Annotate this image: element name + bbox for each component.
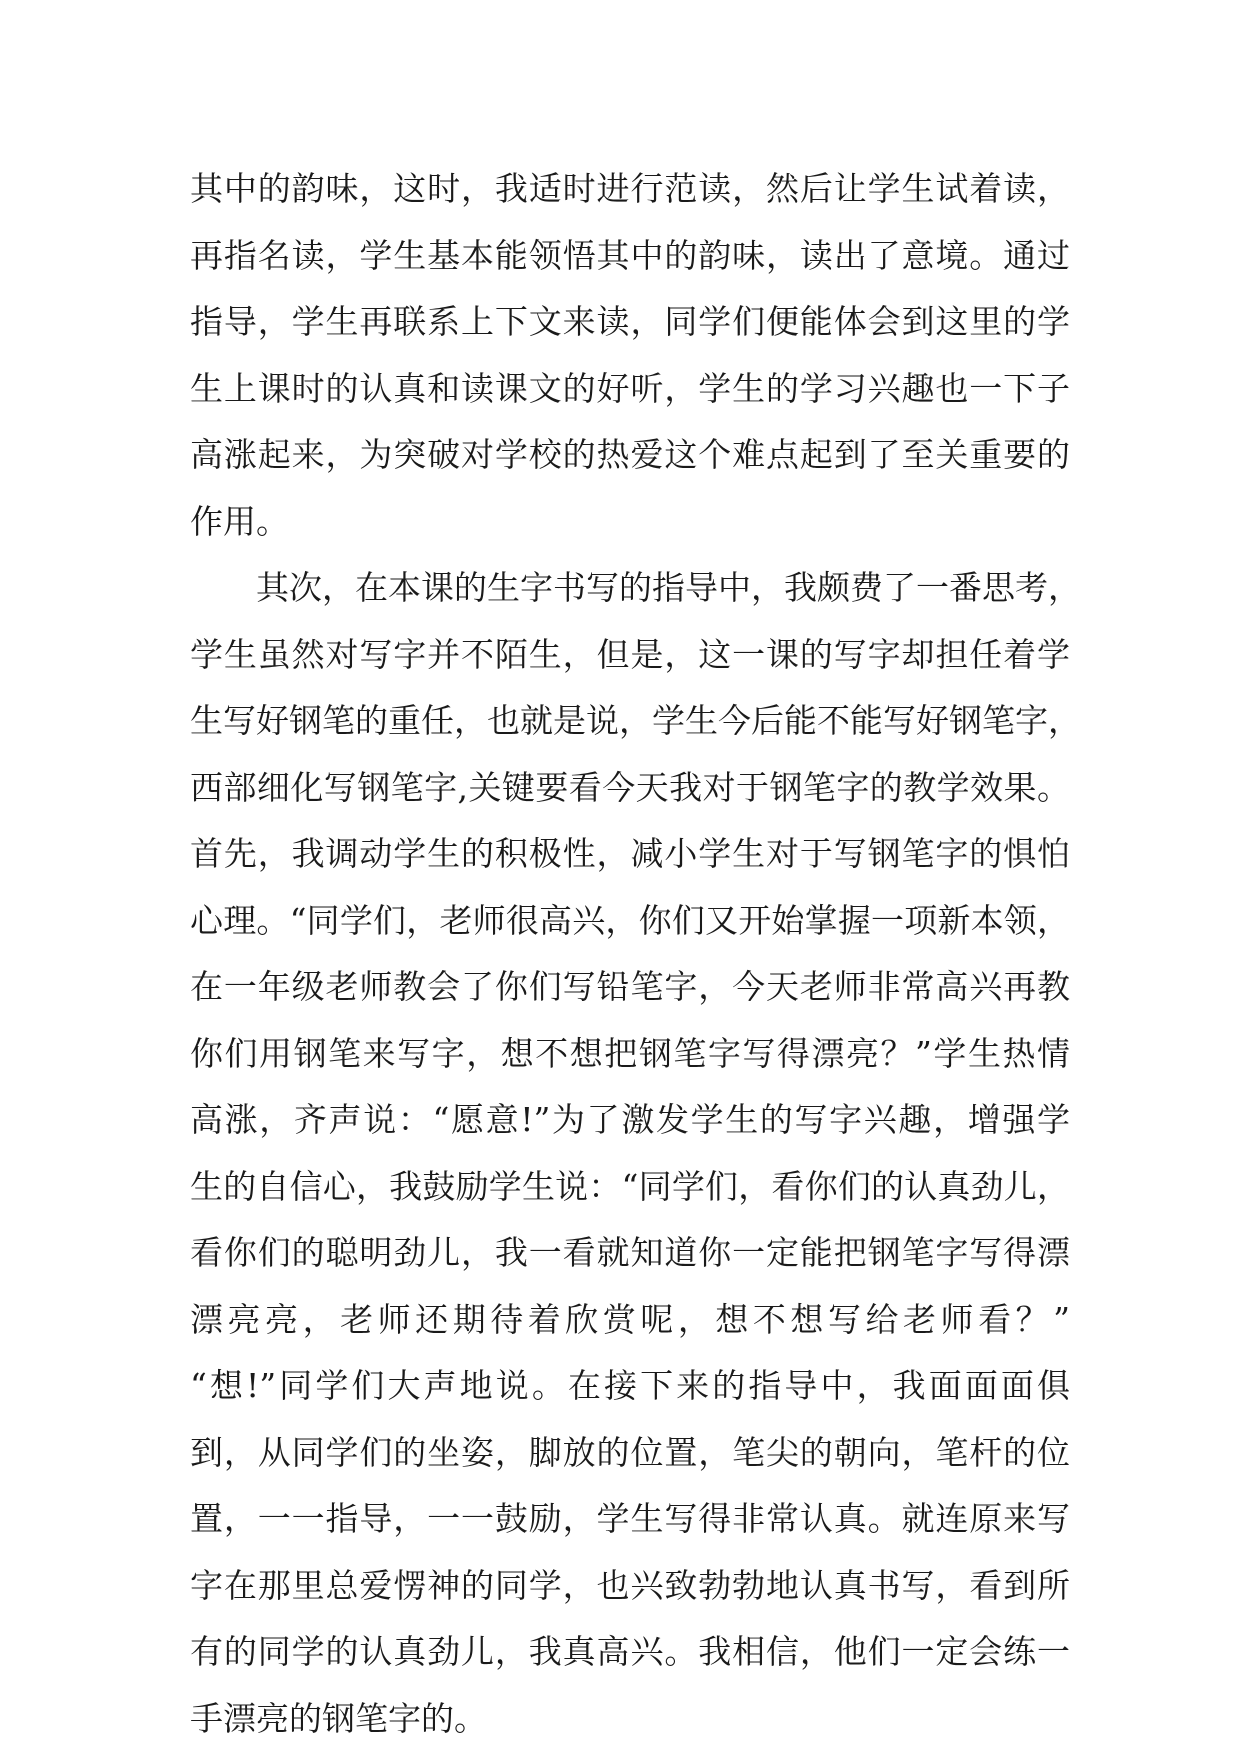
- text-line: 有的同学的认真劲儿，我真高兴。我相信，他们一定会练一: [190, 1632, 1070, 1671]
- text-line: 其中的韵味，这时，我适时进行范读，然后让学生试着读，: [190, 169, 1070, 208]
- text-line: 手漂亮的钢笔字的。: [190, 1698, 487, 1738]
- text-line: 心理。“同学们，老师很高兴，你们又开始掌握一项新本领，: [190, 900, 1070, 940]
- text-line: 其次，在本课的生字书写的指导中，我颇费了一番思考，: [256, 568, 1081, 607]
- text-line: 置，一一指导，一一鼓励，学生写得非常认真。就连原来写: [190, 1499, 1070, 1538]
- text-line: 漂亮亮，老师还期待着欣赏呢，想不想写给老师看？”: [190, 1299, 1070, 1339]
- text-line: 在一年级老师教会了你们写铅笔字，今天老师非常高兴再教: [190, 967, 1070, 1006]
- text-line: “想!”同学们大声地说。在接下来的指导中，我面面面俱: [190, 1366, 1070, 1405]
- text-line: 首先，我调动学生的积极性，减小学生对于写钢笔字的惧怕: [190, 834, 1070, 873]
- text-line: 看你们的聪明劲儿，我一看就知道你一定能把钢笔字写得漂: [190, 1233, 1070, 1272]
- text-line: 学生虽然对写字并不陌生，但是，这一课的写字却担任着学: [190, 634, 1070, 674]
- text-line: 到，从同学们的坐姿，脚放的位置，笔尖的朝向，笔杆的位: [190, 1432, 1070, 1472]
- text-line: 作用。: [190, 501, 289, 541]
- text-line: 西部细化写钢笔字,关键要看今天我对于钢笔字的教学效果。: [190, 767, 1070, 807]
- text-line: 生写好钢笔的重任，也就是说，学生今后能不能写好钢笔字，: [190, 701, 1081, 740]
- text-line: 高涨，齐声说：“愿意!”为了激发学生的写字兴趣，增强学: [190, 1100, 1070, 1139]
- text-line: 高涨起来，为突破对学校的热爱这个难点起到了至关重要的: [190, 435, 1070, 474]
- document-body: [190, 156, 1081, 1752]
- text-line: 生上课时的认真和读课文的好听，学生的学习兴趣也一下子: [190, 368, 1070, 408]
- text-line: 你们用钢笔来写字，想不想把钢笔字写得漂亮？”学生热情: [190, 1033, 1070, 1073]
- text-line: 再指名读，学生基本能领悟其中的韵味，读出了意境。通过: [190, 235, 1070, 275]
- paragraph-2: [190, 555, 1081, 1752]
- text-line: 生的自信心，我鼓励学生说：“同学们，看你们的认真劲儿，: [190, 1166, 1070, 1206]
- paragraph-1: [190, 156, 1070, 555]
- text-line: 指导，学生再联系上下文来读，同学们便能体会到这里的学: [190, 302, 1070, 341]
- text-line: 字在那里总爱愣神的同学，也兴致勃勃地认真书写，看到所: [190, 1565, 1070, 1605]
